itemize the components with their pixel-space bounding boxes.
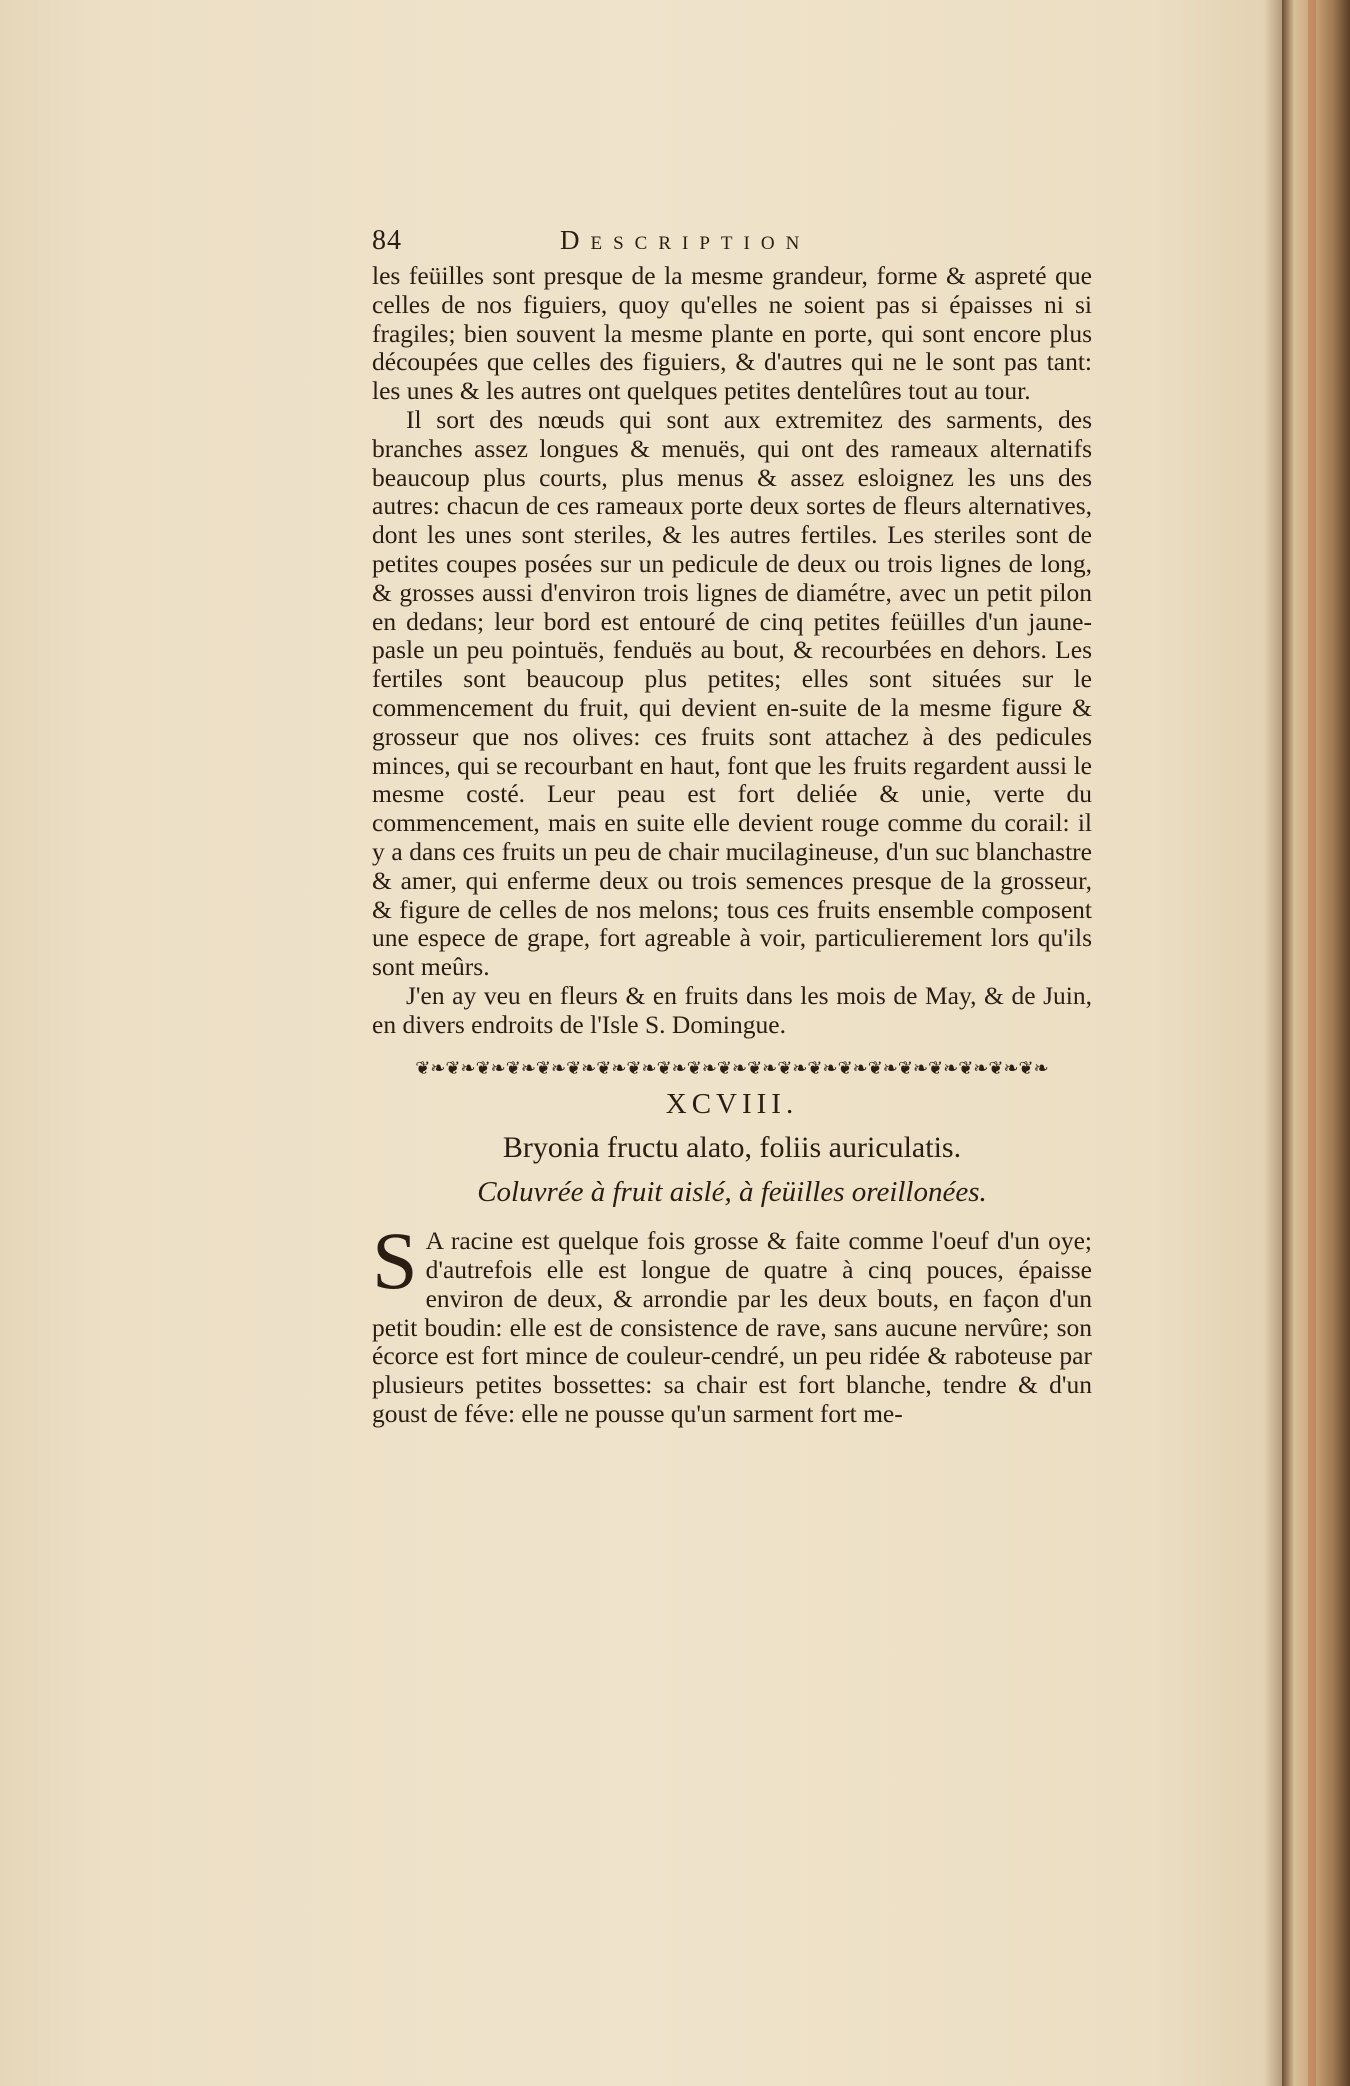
ornament-divider: ❦❧❦❧❦❧❦❧❦❧❦❧❦❧❦❧❦❧❦❧❦❧❦❧❦❧❦❧❦❧❦❧❦❧❦❧❦❧❦❧❦❧ bbox=[415, 1057, 1049, 1078]
latin-title: Bryonia fructu alato, foliis auriculatis. bbox=[502, 1131, 962, 1165]
paragraph-flowers: Il sort des nœuds qui sont aux extremitez des sarments, des branches assez longues & menuës, qui ont des rameaux alternatifs beaucoup plus courts, plus menus & assez esloignez les uns des autres: chacun de ces rameaux porte deux sortes de fleurs alternatives, dont les unes sont steriles, & les autres fertiles. Les steriles sont de petites coupes posées sur un pedicule de deux ou trois lignes de long, & grosses aussi d'environ trois lignes de diamétre, avec un petit pilon en dedans; leur bord est entouré de cinq petites feüilles d'un jaune-pasle un peu pointuës, fenduës au bout, & recourbées en dehors. Les fertiles sont beaucoup plus petites; elles sont situées sur le commencement du fruit, qui devient en-suite de la mesme figure & grosseur que nos olives: ces fruits sont attachez à des pedicules minces, qui se recourbant en haut, font que les fruits regardent aussi le mesme costé. Leur peau est fort deliée & unie, verte du commencement, mais en suite elle devient rouge comme du corail: il y a dans ces fruits un peu de chair mucilagineuse, d'un suc blanchastre & amer, qui enferme deux ou trois semences presque de la grosseur, & figure de celles de nos melons; tous ces fruits ensemble composent une espece de grape, fort agreable à voir, particulierement lors qu'ils sont meûrs. bbox=[372, 404, 1092, 982]
paragraph-location: J'en ay veu en fleurs & en fruits dans les mois de May, & de Juin, en divers endroits de l'Isle S. Domingue. bbox=[372, 980, 1092, 1039]
drop-cap: S bbox=[372, 1215, 418, 1307]
page-text-block bbox=[372, 226, 1092, 1429]
book-gutter bbox=[1282, 0, 1350, 2086]
running-title: Description bbox=[560, 225, 811, 255]
section-body-text: A racine est quelque fois grosse & faite comme l'oeuf d'un oye; d'autrefois elle est longue de quatre à cinq pouces, épaisse environ de deux, & arrondie par les deux bouts, en façon d'un petit boudin: elle est de consistence de rave, sans aucune nervûre; son écorce est fort mince de couleur-cendré, un peu ridée & raboteuse par plusieurs petites bossettes: sa chair est fort blanche, tendre & d'un goust de féve: elle ne pousse qu'un sarment fort me- bbox=[372, 1226, 1092, 1428]
page-header bbox=[372, 226, 1092, 260]
page-number: 84 bbox=[372, 225, 402, 256]
section-number: XCVIII. bbox=[665, 1088, 799, 1121]
paragraph-continued: les feüilles sont presque de la mesme grandeur, forme & aspreté que celles de nos figuiers, quoy qu'elles ne soient pas si épaisses ni si fragiles; bien souvent la mesme plante en porte, qui sont encore plus découpées que celles des figuiers, & d'autres qui ne le sont pas tant: les unes & les autres ont quelques petites dentelûres tout au tour. bbox=[372, 261, 1092, 406]
section-body bbox=[372, 1215, 1092, 1429]
french-title: Coluvrée à fruit aislé, à feüilles oreillonées. bbox=[477, 1176, 987, 1209]
